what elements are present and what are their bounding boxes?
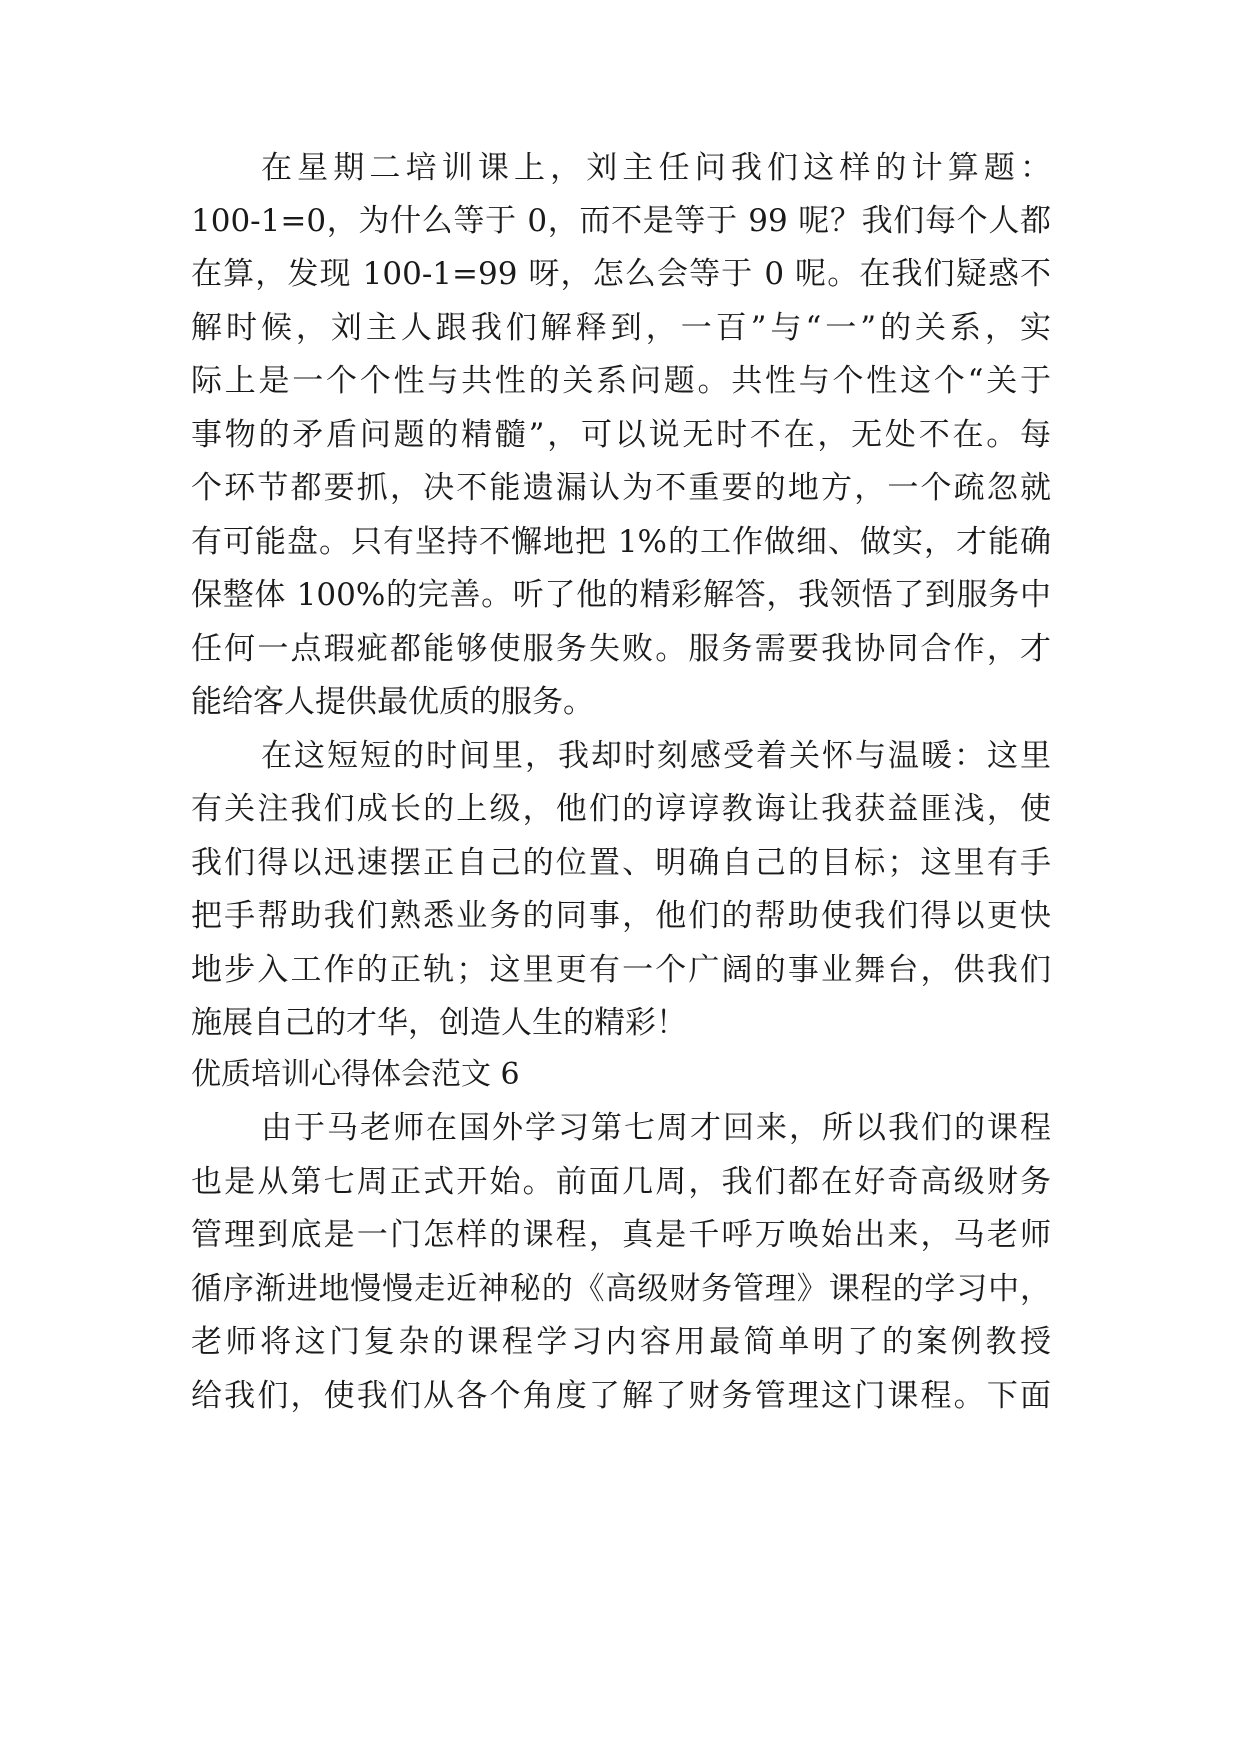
paragraph-line: 能给客人提供最优质的服务。 — [191, 684, 594, 720]
paragraph-line: 有可能盘。只有坚持不懈地把 1%的工作做细、做实，才能确 — [191, 524, 1051, 560]
paragraph-line: 由于马老师在国外学习第七周才回来，所以我们的课程 — [261, 1110, 1051, 1146]
paragraph-line: 际上是一个个性与共性的关系问题。共性与个性这个“关于 — [191, 363, 1051, 399]
paragraph-line: 有关注我们成长的上级，他们的谆谆教诲让我获益匪浅，使 — [191, 791, 1051, 827]
paragraph-line: 事物的矛盾问题的精髓”，可以说无时不在，无处不在。每 — [191, 417, 1051, 453]
paragraph-line: 施展自己的才华，创造人生的精彩！ — [191, 1005, 687, 1041]
paragraph-line: 在星期二培训课上，刘主任问我们这样的计算题： — [261, 150, 1051, 186]
paragraph-line: 在算，发现 100-1=99 呀，怎么会等于 0 呢。在我们疑惑不 — [191, 256, 1051, 292]
paragraph-line: 个环节都要抓，决不能遗漏认为不重要的地方，一个疏忽就 — [191, 470, 1051, 506]
paragraph-line: 解时候，刘主人跟我们解释到，一百”与“一”的关系，实 — [191, 310, 1051, 346]
paragraph-line: 循序渐进地慢慢走近神秘的《高级财务管理》课程的学习中， — [191, 1271, 1051, 1307]
paragraph-line: 在这短短的时间里，我却时刻感受着关怀与温暖：这里 — [261, 738, 1051, 774]
paragraph-line: 给我们，使我们从各个角度了解了财务管理这门课程。下面 — [191, 1378, 1051, 1414]
paragraph-line: 管理到底是一门怎样的课程，真是千呼万唤始出来，马老师 — [191, 1217, 1051, 1253]
paragraph-line: 老师将这门复杂的课程学习内容用最简单明了的案例教授 — [191, 1324, 1051, 1360]
paragraph-line: 把手帮助我们熟悉业务的同事，他们的帮助使我们得以更快 — [191, 898, 1051, 934]
section-heading: 优质培训心得体会范文 6 — [191, 1057, 520, 1092]
paragraph-line: 任何一点瑕疵都能够使服务失败。服务需要我协同合作，才 — [191, 631, 1051, 667]
paragraph-line: 也是从第七周正式开始。前面几周，我们都在好奇高级财务 — [191, 1164, 1051, 1200]
paragraph-line: 保整体 100%的完善。听了他的精彩解答，我领悟了到服务中 — [191, 577, 1051, 613]
paragraph-line: 100-1=0，为什么等于 0，而不是等于 99 呢？我们每个人都 — [191, 203, 1051, 239]
paragraph-line: 我们得以迅速摆正自己的位置、明确自己的目标；这里有手 — [191, 845, 1051, 881]
paragraph-line: 地步入工作的正轨；这里更有一个广阔的事业舞台，供我们 — [191, 952, 1051, 988]
